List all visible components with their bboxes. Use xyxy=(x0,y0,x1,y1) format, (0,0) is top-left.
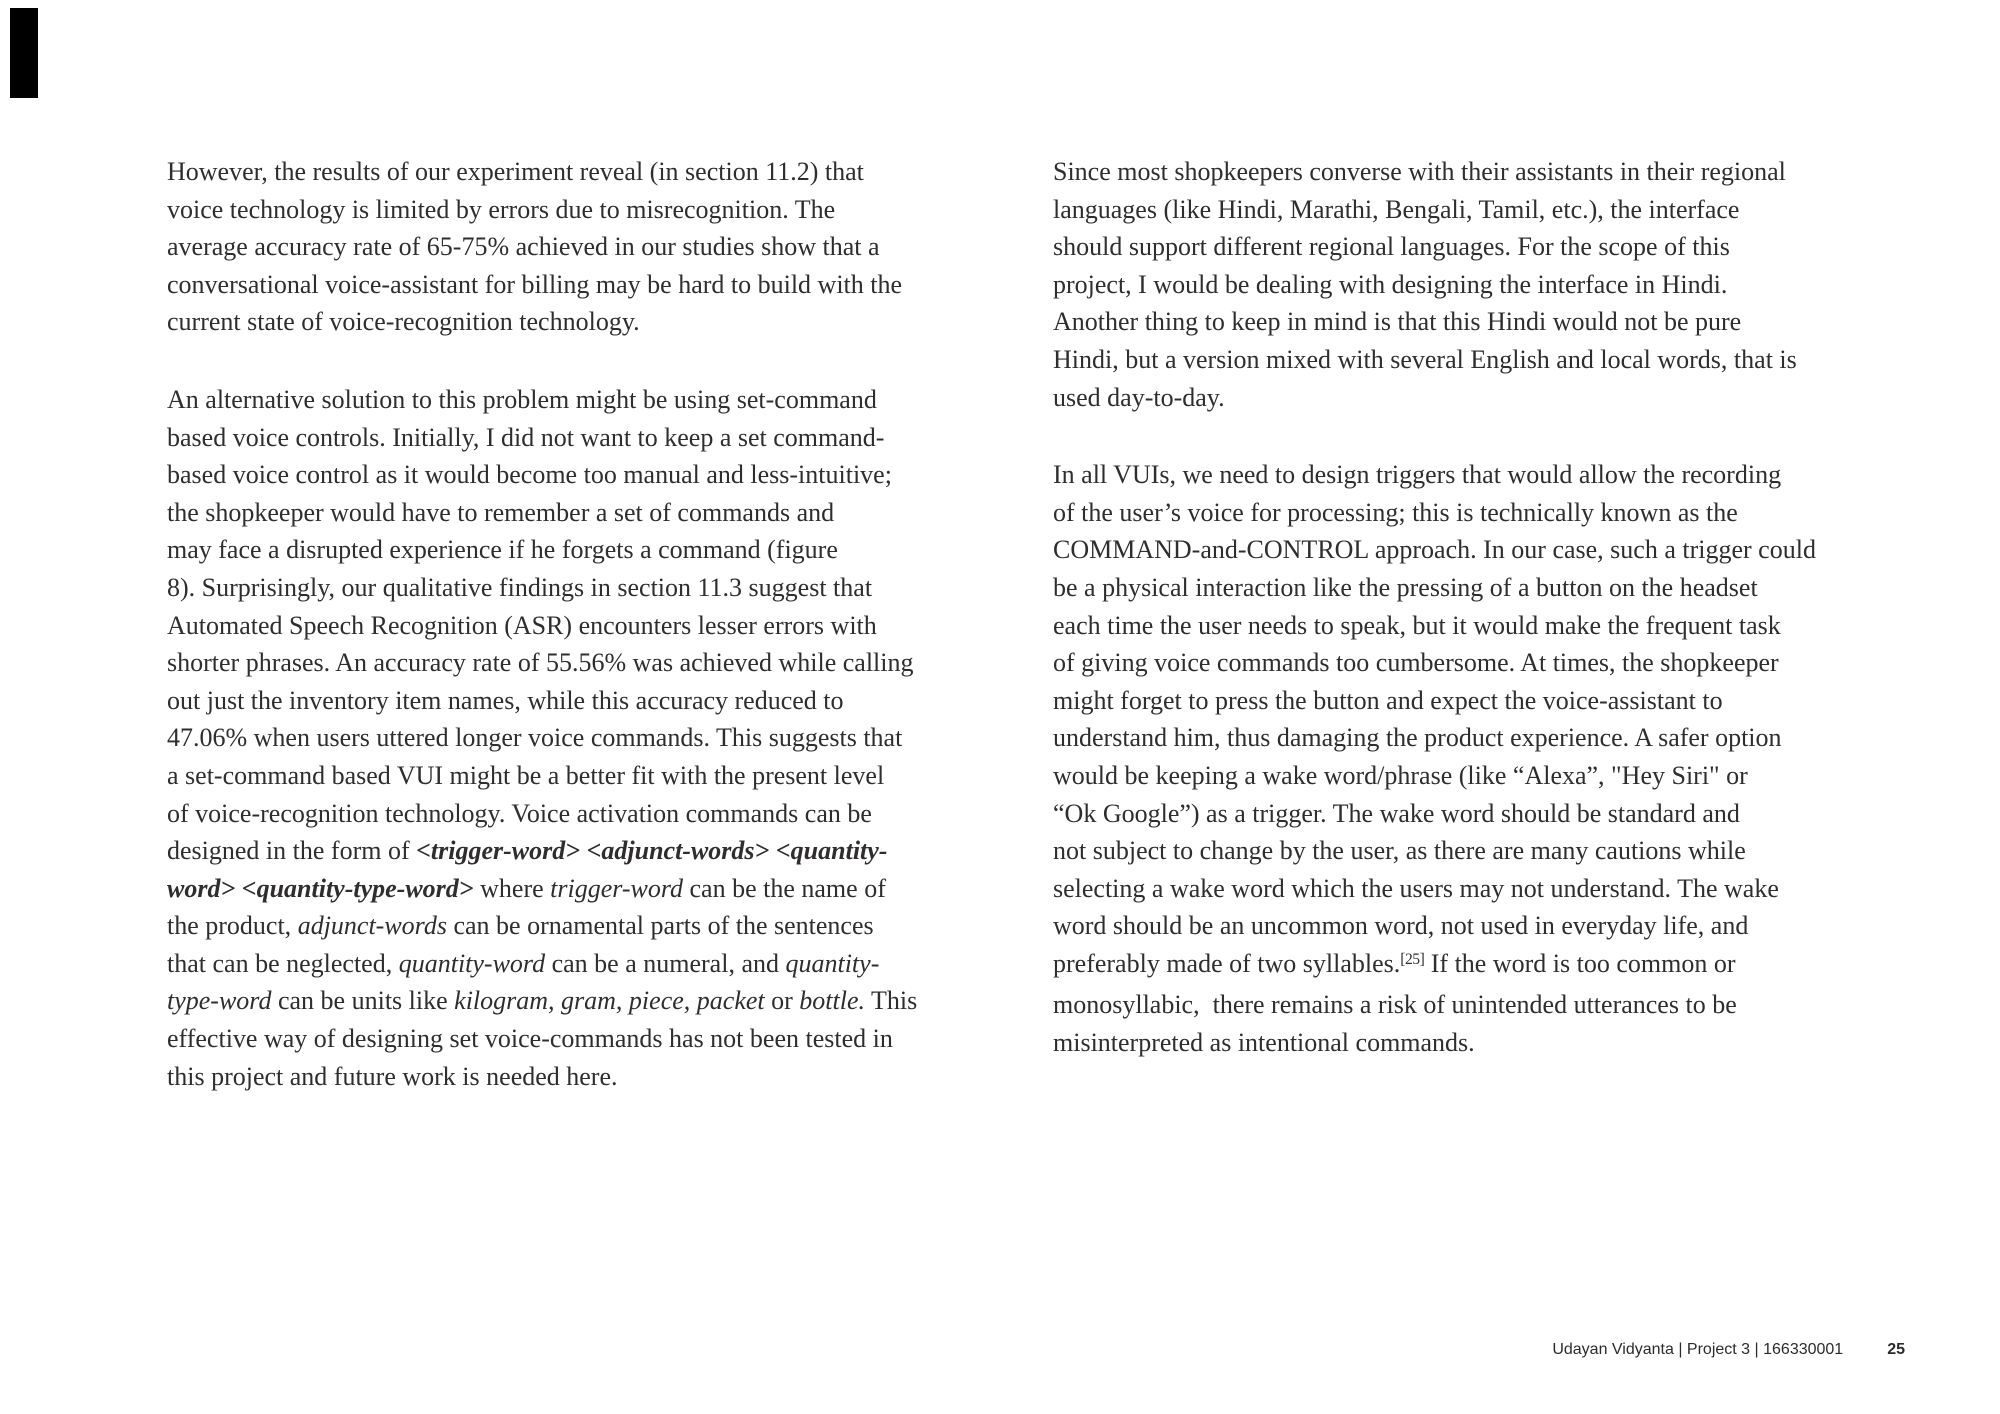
text-line: based voice control as it would become too manual and less-intuitive; xyxy=(167,460,892,490)
text-line: voice technology is limited by errors due to misrecognition. The xyxy=(167,194,836,224)
page-footer xyxy=(1552,1341,1905,1359)
text-line: used day-to-day. xyxy=(1053,382,1225,412)
text-line: In all VUIs, we need to design triggers that would allow the recording xyxy=(1053,460,1782,490)
footer-credit: Udayan Vidyanta | Project 3 | 166330001 xyxy=(1552,1341,1844,1358)
text-line: average accuracy rate of 65-75% achieved in our studies show that a xyxy=(167,232,880,262)
text-line: word should be an uncommon word, not used in everyday life, and xyxy=(1053,911,1749,941)
text-line: of the user’s voice for processing; this is technically known as the xyxy=(1053,497,1738,527)
paragraph xyxy=(167,381,1047,1095)
text-line: should support different regional languages. For the scope of this xyxy=(1053,232,1730,262)
text-line: preferably made of two syllables.[25] If the word is too common or xyxy=(1053,948,1736,978)
text-line: understand him, thus damaging the product experience. A safer option xyxy=(1053,723,1782,753)
paragraph xyxy=(1053,153,1933,416)
text-line: languages (like Hindi, Marathi, Bengali, Tamil, etc.), the interface xyxy=(1053,194,1740,224)
text-line: Hindi, but a version mixed with several English and local words, that is xyxy=(1053,344,1797,374)
text-line: a set-command based VUI might be a better fit with the present level xyxy=(167,760,885,790)
left-text-column xyxy=(167,153,1047,1135)
text-line: may face a disrupted experience if he forgets a command (figure xyxy=(167,535,838,565)
text-line: 47.06% when users uttered longer voice commands. This suggests that xyxy=(167,723,903,753)
text-line: designed in the form of <trigger-word> <adjunct-words> <quantity- xyxy=(167,836,888,866)
text-line: current state of voice-recognition technology. xyxy=(167,307,640,337)
text-line: of giving voice commands too cumbersome. At times, the shopkeeper xyxy=(1053,648,1779,678)
text-line: effective way of designing set voice-commands has not been tested in xyxy=(167,1024,893,1054)
text-line: out just the inventory item names, while this accuracy reduced to xyxy=(167,685,844,715)
text-line: COMMAND-and-CONTROL approach. In our case, such a trigger could xyxy=(1053,535,1816,565)
text-line: based voice controls. Initially, I did not want to keep a set command- xyxy=(167,422,885,452)
text-line: would be keeping a wake word/phrase (like “Alexa”, "Hey Siri" or xyxy=(1053,760,1748,790)
text-line: might forget to press the button and expect the voice-assistant to xyxy=(1053,685,1723,715)
page-number: 25 xyxy=(1887,1341,1905,1358)
text-line: that can be neglected, quantity-word can be a numeral, and quantity- xyxy=(167,948,880,978)
corner-mark xyxy=(10,8,38,98)
text-line: each time the user needs to speak, but it would make the frequent task xyxy=(1053,610,1781,640)
text-line: be a physical interaction like the pressing of a button on the headset xyxy=(1053,572,1758,602)
text-line: the shopkeeper would have to remember a set of commands and xyxy=(167,497,835,527)
text-line: 8). Surprisingly, our qualitative findings in section 11.3 suggest that xyxy=(167,572,873,602)
text-line: Since most shopkeepers converse with their assistants in their regional xyxy=(1053,157,1786,186)
text-line: not subject to change by the user, as there are many cautions while xyxy=(1053,836,1746,866)
text-line: An alternative solution to this problem might be using set-command xyxy=(167,384,877,414)
paragraph xyxy=(1053,456,1933,1062)
text-line: selecting a wake word which the users may not understand. The wake xyxy=(1053,873,1779,903)
text-line: Automated Speech Recognition (ASR) encounters lesser errors with xyxy=(167,610,877,640)
text-line: However, the results of our experiment reveal (in section 11.2) that xyxy=(167,157,864,186)
text-line: this project and future work is needed here. xyxy=(167,1061,618,1091)
text-line: monosyllabic, there remains a risk of unintended utterances to be xyxy=(1053,990,1737,1020)
text-line: the product, adjunct-words can be ornamental parts of the sentences xyxy=(167,911,874,941)
text-line: conversational voice-assistant for billing may be hard to build with the xyxy=(167,269,903,299)
text-line: shorter phrases. An accuracy rate of 55.56% was achieved while calling xyxy=(167,648,914,678)
text-line: project, I would be dealing with designing the interface in Hindi. xyxy=(1053,269,1728,299)
text-line: of voice-recognition technology. Voice activation commands can be xyxy=(167,798,872,828)
text-line: word> <quantity-type-word> where trigger-word can be the name of xyxy=(167,873,886,903)
text-line: “Ok Google”) as a trigger. The wake word should be standard and xyxy=(1053,798,1740,828)
text-line: Another thing to keep in mind is that this Hindi would not be pure xyxy=(1053,307,1742,337)
text-line: misinterpreted as intentional commands. xyxy=(1053,1028,1475,1058)
paragraph xyxy=(167,153,1047,341)
right-text-column xyxy=(1053,153,1933,1102)
text-line: type-word can be units like kilogram, gram, piece, packet or bottle. This xyxy=(167,986,918,1016)
